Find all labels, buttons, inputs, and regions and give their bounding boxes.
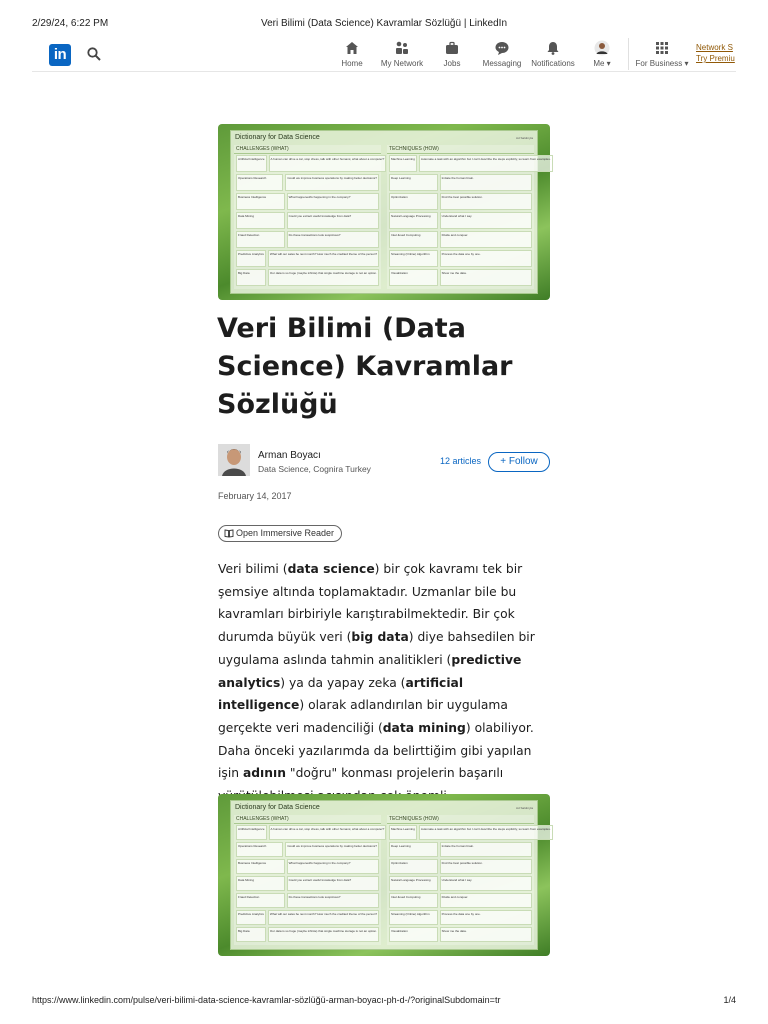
- board-definition: Find the best possible solution.: [440, 859, 532, 874]
- board-definition: What will our sales be next month? How much the credited theme of the person?: [268, 910, 379, 925]
- text-run: ) diye bahsedilen bir uygulama aslında tahmin analitikleri (: [218, 630, 535, 667]
- board-term: Streaming (Online) Algorithm: [389, 250, 438, 267]
- jobs-icon: [444, 40, 460, 56]
- bold-term: data science: [287, 562, 375, 576]
- board-definition: Our data is so huge (maybe infinite) that single machine storage is not an option.: [268, 927, 379, 942]
- book-icon: [224, 528, 234, 538]
- board-definition: Understand what I say.: [440, 212, 532, 229]
- challenges-column: [234, 815, 385, 945]
- author-headline: Data Science, Cognira Turkey: [258, 464, 371, 474]
- text-run: Veri bilimi (: [218, 562, 288, 576]
- board-definition: Process the data one by one.: [440, 910, 532, 925]
- board-row: [387, 211, 534, 230]
- author-avatar[interactable]: [218, 444, 250, 476]
- board-definition: Could you extract useful knowledge from data?: [287, 876, 379, 891]
- board-row: [234, 230, 381, 249]
- bold-term: adının: [242, 766, 286, 781]
- text-run: ) bir çok kavramı tek bir şemsiye altında toplamaktadır. Uzmanlar bile bu kavramları birbiriyle karıştırabilmektedir. Bir çok durumda büyük veri (: [218, 562, 523, 645]
- nav-messaging[interactable]: [482, 40, 522, 70]
- board-row: [234, 268, 381, 287]
- nav-my-network[interactable]: [380, 40, 424, 70]
- board-title: Dictionary for Data Science: [235, 134, 320, 141]
- premium-line-1: Network S: [696, 43, 733, 52]
- board-row: [387, 858, 534, 875]
- immersive-reader-label: Open Immersive Reader: [236, 528, 335, 538]
- board-term: Visualization: [389, 269, 438, 286]
- board-title: Dictionary for Data Science: [235, 804, 320, 811]
- board-row: [234, 173, 381, 192]
- article-title: Veri Bilimi (Data Science) Kavramlar Sözlüğü: [217, 313, 513, 420]
- bold-term: data mining: [382, 720, 466, 735]
- home-icon: [344, 40, 360, 56]
- board-row: [234, 211, 381, 230]
- chevron-down-icon: ▾: [606, 59, 611, 68]
- nav-for-business-label: For Business ▾: [635, 59, 689, 68]
- try-premium-link[interactable]: [696, 42, 736, 64]
- nav-me[interactable]: [590, 40, 614, 70]
- grid-icon: [654, 40, 670, 56]
- board-definition: Do these transactions look suspicious?: [287, 231, 379, 248]
- board-row: [234, 909, 381, 926]
- bold-term: predictive analytics: [218, 652, 522, 690]
- board-definition: Imitate the human brain.: [440, 842, 532, 857]
- article-paragraph: [218, 558, 552, 808]
- board-definition: Automate a task with an algorithm but I can't describe the steps explicitly, so learn from examples.: [419, 155, 553, 172]
- board-definition: A human can drive a car, stop chess, talk with other humans; what about a computer?: [269, 155, 387, 172]
- board-term: Big Data: [236, 269, 266, 286]
- board-term: Fraud Detection: [236, 893, 285, 908]
- text-run: ) olarak adlandırılan bir uygulama gerçekte veri madenciliği (: [218, 698, 508, 735]
- board-brand: Ad Saldırıyla: [515, 806, 533, 810]
- print-url: https://www.linkedin.com/pulse/veri-bilimi-data-science-kavramlar-sözlüğü-arman-boyacı-ph-d-/?originalSubdomain=tr: [32, 995, 501, 1005]
- board-definition: Imitate the human brain.: [440, 174, 532, 191]
- follow-button[interactable]: + Follow: [488, 452, 550, 472]
- board-term: Artificial Intelligence: [236, 155, 267, 172]
- nav-home-label: Home: [341, 59, 363, 68]
- board-term: Optimization: [389, 859, 438, 874]
- board-definition: Could you extract useful knowledge from data?: [287, 212, 379, 229]
- board-definition: A human can drive a car, stop chess, talk with other humans; what about a computer?: [269, 825, 387, 840]
- premium-line-2: Try Premiu: [696, 54, 735, 63]
- board-definition: Show me the data.: [440, 927, 532, 942]
- board-term: Artificial Intelligence: [236, 825, 267, 840]
- board-definition: Show me the data.: [440, 269, 532, 286]
- global-nav: [32, 36, 736, 72]
- techniques-column: [387, 145, 551, 289]
- techniques-header: TECHNIQUES (HOW): [387, 145, 534, 154]
- challenges-column: [234, 145, 385, 289]
- board-term: Fraud Detection: [236, 231, 285, 248]
- dictionary-board: [230, 130, 551, 294]
- board-term: Predictive Analytics: [236, 910, 266, 925]
- board-term: Intel-fused Computing: [389, 893, 438, 908]
- board-term: Intel-fused Computing: [389, 231, 438, 248]
- bold-term: artificial intelligence: [218, 675, 464, 713]
- board-row: [234, 841, 381, 858]
- board-definition: Divide and conquer.: [440, 893, 532, 908]
- board-definition: What happened/is happening in the company?: [287, 859, 379, 874]
- print-datetime: 2/29/24, 6:22 PM: [32, 18, 109, 29]
- board-row: [387, 268, 534, 287]
- board-term: Data Mining: [236, 876, 285, 891]
- board-row: [387, 173, 534, 192]
- immersive-reader-button[interactable]: [218, 525, 342, 542]
- board-term: Machine Learning: [389, 155, 417, 172]
- board-term: Big Data: [236, 927, 266, 942]
- nav-notifications-label: Notifications: [531, 59, 575, 68]
- board-row: [234, 154, 385, 173]
- board-row: [234, 249, 381, 268]
- nav-me-label: Me ▾: [593, 59, 611, 68]
- author-card: [218, 444, 550, 484]
- article-inline-image: [218, 794, 550, 956]
- author-articles-link[interactable]: 12 articles: [440, 456, 482, 466]
- board-term: Data Mining: [236, 212, 285, 229]
- chevron-down-icon: ▾: [684, 59, 689, 68]
- board-row: [387, 875, 534, 892]
- print-page-title: Veri Bilimi (Data Science) Kavramlar Sözlüğü | LinkedIn: [260, 18, 508, 29]
- board-row: [234, 875, 381, 892]
- board-row: [387, 249, 534, 268]
- board-definition: Our data is so huge (maybe infinite) that single machine storage is not an option.: [268, 269, 379, 286]
- nav-messaging-label: Messaging: [482, 59, 522, 68]
- board-term: Visualization: [389, 927, 438, 942]
- challenges-header: CHALLENGES (WHAT): [234, 815, 381, 824]
- dictionary-board: [230, 800, 551, 950]
- nav-my-network-label: My Network: [380, 59, 424, 68]
- nav-jobs-label: Jobs: [443, 59, 461, 68]
- board-definition: Automate a task with an algorithm but I can't describe the steps explicitly, so learn from examples.: [419, 825, 553, 840]
- board-row: [387, 230, 534, 249]
- article-cover-image: [218, 124, 550, 300]
- board-term: Optimization: [389, 193, 438, 210]
- board-term: Machine Learning: [389, 825, 417, 840]
- messaging-icon: [494, 40, 510, 56]
- print-header: [0, 18, 768, 32]
- print-page-number: 1/4: [723, 995, 736, 1005]
- board-term: Natural Language Processing: [389, 212, 438, 229]
- text-run: ) ya da yapay zeka (: [280, 675, 406, 690]
- board-row: [387, 892, 534, 909]
- print-footer: [0, 995, 768, 1009]
- board-term: Natural Language Processing: [389, 876, 438, 891]
- board-definition: Do these transactions look suspicious?: [287, 893, 379, 908]
- board-row: [387, 926, 534, 943]
- board-term: Deep Learning: [389, 174, 438, 191]
- my-network-icon: [394, 40, 410, 56]
- board-term: Operations Research: [236, 842, 283, 857]
- notifications-icon: [545, 40, 561, 56]
- nav-for-business[interactable]: [634, 40, 690, 70]
- board-definition: Divide and conquer.: [440, 231, 532, 248]
- board-definition: What happened/is happening in the company?: [287, 193, 379, 210]
- avatar-icon: [594, 40, 610, 56]
- board-row: [234, 858, 381, 875]
- search-icon[interactable]: [86, 46, 102, 62]
- board-row: [387, 841, 534, 858]
- board-definition: What will our sales be next month? How much the credited theme of the person?: [268, 250, 379, 267]
- board-row: [387, 154, 551, 173]
- board-row: [387, 909, 534, 926]
- nav-home[interactable]: [340, 40, 364, 70]
- board-row: [387, 824, 551, 841]
- board-term: Deep Learning: [389, 842, 438, 857]
- bold-term: big data: [351, 630, 409, 645]
- board-row: [234, 926, 381, 943]
- board-term: Business Intelligence: [236, 859, 285, 874]
- author-name[interactable]: Arman Boyacı: [258, 450, 321, 461]
- board-row: [234, 824, 385, 841]
- techniques-header: TECHNIQUES (HOW): [387, 815, 534, 824]
- techniques-column: [387, 815, 551, 945]
- board-definition: Could we improve business operations by making better decisions?: [285, 842, 379, 857]
- nav-jobs[interactable]: [440, 40, 464, 70]
- board-term: Operations Research: [236, 174, 283, 191]
- board-term: Predictive Analytics: [236, 250, 266, 267]
- nav-notifications[interactable]: [530, 40, 576, 70]
- text-run: ) olabiliyor. Daha önceki yazılarımda da belirttiğim gibi yapılan işin: [218, 720, 534, 781]
- board-row: [234, 192, 381, 211]
- nav-divider: [628, 38, 629, 70]
- board-definition: Find the best possible solution.: [440, 193, 532, 210]
- board-definition: Process the data one by one.: [440, 250, 532, 267]
- board-definition: Understand what I say.: [440, 876, 532, 891]
- challenges-header: CHALLENGES (WHAT): [234, 145, 381, 154]
- text-run: "doğru" konması projelerin başarılı: [289, 766, 504, 781]
- board-row: [234, 892, 381, 909]
- board-row: [387, 192, 534, 211]
- board-definition: Could we improve business operations by making better decisions?: [285, 174, 379, 191]
- publish-date: February 14, 2017: [218, 491, 292, 501]
- board-term: Streaming (Online) Algorithm: [389, 910, 438, 925]
- linkedin-logo[interactable]: in: [49, 44, 71, 66]
- board-brand: Ad Saldırıyla: [515, 136, 533, 140]
- board-term: Business Intelligence: [236, 193, 285, 210]
